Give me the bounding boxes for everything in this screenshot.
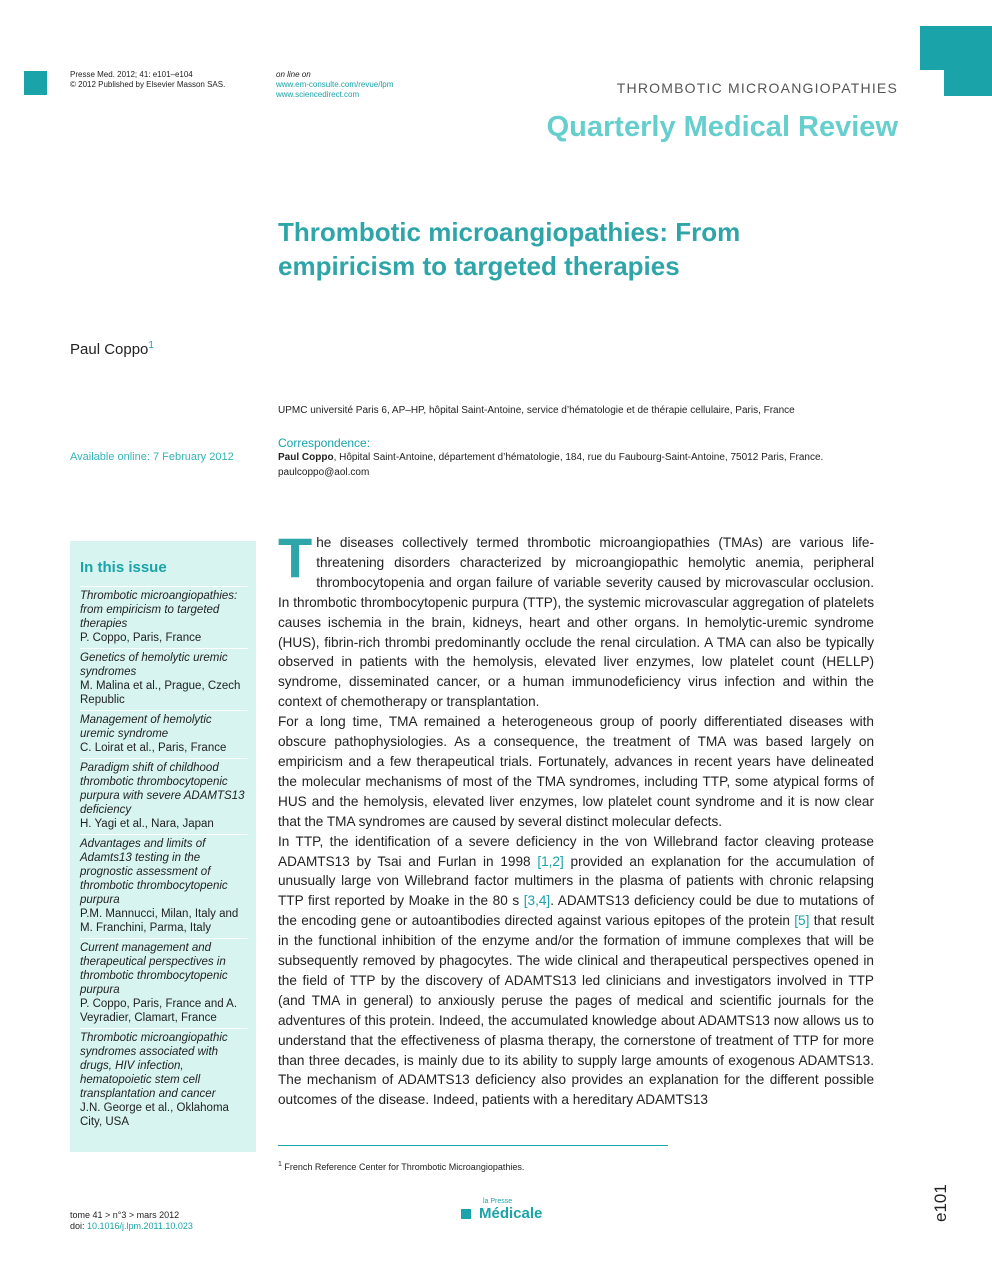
correspondence-name: Paul Coppo <box>278 452 334 463</box>
issue-info: tome 41 > n°3 > mars 2012 <box>70 1210 180 1220</box>
correspondence <box>278 450 878 480</box>
paragraph-1 <box>278 526 874 712</box>
footnote-mark: 1 <box>278 1161 282 1168</box>
footnote-divider <box>278 1145 668 1146</box>
issue-item-title: Paradigm shift of childhood thrombotic thrombocytopenic purpura with severe ADAMTS13 deficiency <box>80 762 245 816</box>
issue-item-authors: P. Coppo, Paris, France and A. Veyradier, Clamart, France <box>80 998 238 1024</box>
corner-notch <box>920 70 944 96</box>
online-label: on line on <box>276 70 311 79</box>
issue-item-authors: M. Malina et al., Prague, Czech Republic <box>80 680 241 706</box>
correspondence-email[interactable]: paulcoppo@aol.com <box>278 467 370 478</box>
issue-item[interactable] <box>80 938 248 1025</box>
page-number: e101 <box>931 1184 950 1222</box>
citation-ref[interactable]: [5] <box>794 913 810 929</box>
issue-item[interactable] <box>80 834 248 935</box>
issue-item[interactable] <box>80 1028 248 1129</box>
issue-item-authors: P. Coppo, Paris, France <box>80 632 202 644</box>
issue-item-title: Advantages and limits of Adamts13 testing in the prognostic assessment of thrombotic thrombocytopenic purpura <box>80 838 228 906</box>
paragraph-3-text-a: In TTP, the identification of a severe deficiency in the von Willebrand factor cleaving protease ADAMTS13 by Tsai and Furlan in 1998 <box>278 833 874 869</box>
article-title <box>278 215 878 283</box>
doi-link[interactable]: 10.1016/j.lpm.2011.10.023 <box>87 1221 193 1231</box>
doi-label: doi: <box>70 1221 88 1231</box>
journal-logo <box>461 1198 542 1223</box>
review-type: Quarterly Medical Review <box>546 111 898 143</box>
issue-item-authors: C. Loirat et al., Paris, France <box>80 742 227 754</box>
affiliation: UPMC université Paris 6, AP–HP, hôpital Saint-Antoine, service d’hématologie et de thérapie cellulaire, Paris, France <box>278 405 795 416</box>
issue-item-title: Thrombotic microangiopathies: from empiricism to targeted therapies <box>80 590 238 630</box>
footnote-text: French Reference Center for Thrombotic Microangiopathies. <box>281 1162 525 1172</box>
paragraph-3-text-d: that result in the functional inhibition of the enzyme and/or the formation of immune complexes that will be subsequently removed by phagocytes. The wide clinical and therapeutical perspectives opened in the field of TTP by the discovery of ADAMTS13 led clinicians and investigators involved in TTP (and TMA in general) to anxiously peruse the pages of medical and scientific journals for the adventures of this protein. Indeed, the accumulated knowledge about ADAMTS13 now allows us to understand that the effectiveness of plasma therapy, the cornerstone of treatment of TTP for more than three decades, is mainly due to its ability to supply large amounts of exogenous ADAMTS13. The mechanism of ADAMTS13 deficiency also provides an explanation for the different possible outcomes of the disease. Indeed, patients with a hereditary ADAMTS13 <box>278 913 875 1108</box>
in-this-issue-box <box>70 541 256 1152</box>
section-label: THROMBOTIC MICROANGIOPATHIES <box>616 80 898 96</box>
journal-square-icon <box>461 1209 471 1219</box>
footnote <box>278 1161 524 1172</box>
issue-item-authors: P.M. Mannucci, Milan, Italy and M. Franchini, Parma, Italy <box>80 908 239 934</box>
doi-line <box>70 1221 193 1232</box>
em-consulte-link[interactable]: www.em-consulte.com/revue/lpm <box>276 80 394 89</box>
paragraph-3-text-c: . ADAMTS13 deficiency could be due to mutations of the encoding gene or autoantibodies directed against various epitopes of the protein <box>278 893 874 929</box>
issue-item-title: Management of hemolytic uremic syndrome <box>80 714 212 740</box>
issue-item-authors: H. Yagi et al., Nara, Japan <box>80 818 214 830</box>
correspondence-address: , Hôpital Saint-Antoine, département d’hématologie, 184, rue du Faubourg-Saint-Antoine, 75012 Paris, France. <box>333 452 824 463</box>
author-name: Paul Coppo <box>70 341 149 358</box>
issue-item-title: Current management and therapeutical perspectives in thrombotic thrombocytopenic purpura <box>80 942 228 996</box>
sciencedirect-link[interactable]: www.sciencedirect.com <box>276 90 360 99</box>
citation: Presse Med. 2012; 41: e101–e104 <box>70 70 193 79</box>
paragraph-3-text-b: provided an explanation for the accumulation of unusually large von Willebrand factor multimers in the plasma of patients with chronic relapsing TTP first reported by Moake in the 80 s <box>278 853 874 909</box>
correspondence-label: Correspondence: <box>278 436 371 450</box>
journal-big-name: Médicale <box>479 1205 543 1222</box>
citation-ref[interactable]: [3,4] <box>523 893 551 909</box>
corner-square-top-left <box>24 71 47 95</box>
citation-ref[interactable]: [1,2] <box>537 853 564 869</box>
title-line-2: empiricism to targeted therapies <box>278 251 680 281</box>
in-this-issue-heading: In this issue <box>80 559 167 576</box>
footer-issue-info <box>70 1210 193 1232</box>
issue-item-title: Thrombotic microangiopathic syndromes associated with drugs, HIV infection, hematopoietic stem cell transplantation and cancer <box>80 1032 228 1100</box>
issue-item[interactable] <box>80 758 248 831</box>
issue-item[interactable] <box>80 710 248 755</box>
title-line-1: Thrombotic microangiopathies: From <box>278 217 741 247</box>
issue-item[interactable] <box>80 648 248 707</box>
journal-small-name: la Presse <box>483 1198 513 1205</box>
available-online: Available online: 7 February 2012 <box>70 451 234 463</box>
paragraph-2: For a long time, TMA remained a heterogeneous group of poorly differentiated diseases with obscure pathophysiologies. As a consequence, the treatment of TMA was based largely on empiricism and a few therapeutical trials. Fortunately, advances in recent years have delineated the molecular mechanisms of most of the TMA syndromes, including TTP, some atypical forms of HUS and the hemolysis, elevated liver enzymes, low platelet count syndrome and it is now clear that the TMA syndromes are caused by several distinct molecular defects. <box>278 714 874 829</box>
drop-cap: T <box>278 526 313 589</box>
header-citation-block <box>70 70 225 90</box>
author <box>70 340 154 358</box>
paragraph-3 <box>278 832 874 1111</box>
issue-item[interactable] <box>80 586 248 645</box>
author-footnote-mark: 1 <box>148 340 154 351</box>
copyright: © 2012 Published by Elsevier Masson SAS. <box>70 80 226 89</box>
article-body <box>278 526 875 1110</box>
paragraph-1-text: he diseases collectively termed thrombotic microangiopathies (TMAs) are various life-threatening disorders characterized by microangiopathic hemolytic anemia, peripheral thrombocytopenia and organ failure of variable severity caused by microvascular occlusion. In thrombotic thrombocytopenic purpura (TTP), the systemic microvascular aggregation of platelets causes ischemia in the brain, kidneys, heart and other organs. In hemolytic-uremic syndrome (HUS), fibrin-rich thrombi predominantly occlude the renal circulation. A TMA can also be typically observed in patients with the hemolysis, elevated liver enzymes, low platelet count (HELLP) syndrome, disseminated cancer, or a human immunodeficiency virus infection and within the context of chemotherapy or transplantation. <box>278 535 874 710</box>
online-links <box>276 70 393 100</box>
issue-item-authors: J.N. George et al., Oklahoma City, USA <box>80 1102 229 1128</box>
issue-item-title: Genetics of hemolytic uremic syndromes <box>80 652 228 678</box>
